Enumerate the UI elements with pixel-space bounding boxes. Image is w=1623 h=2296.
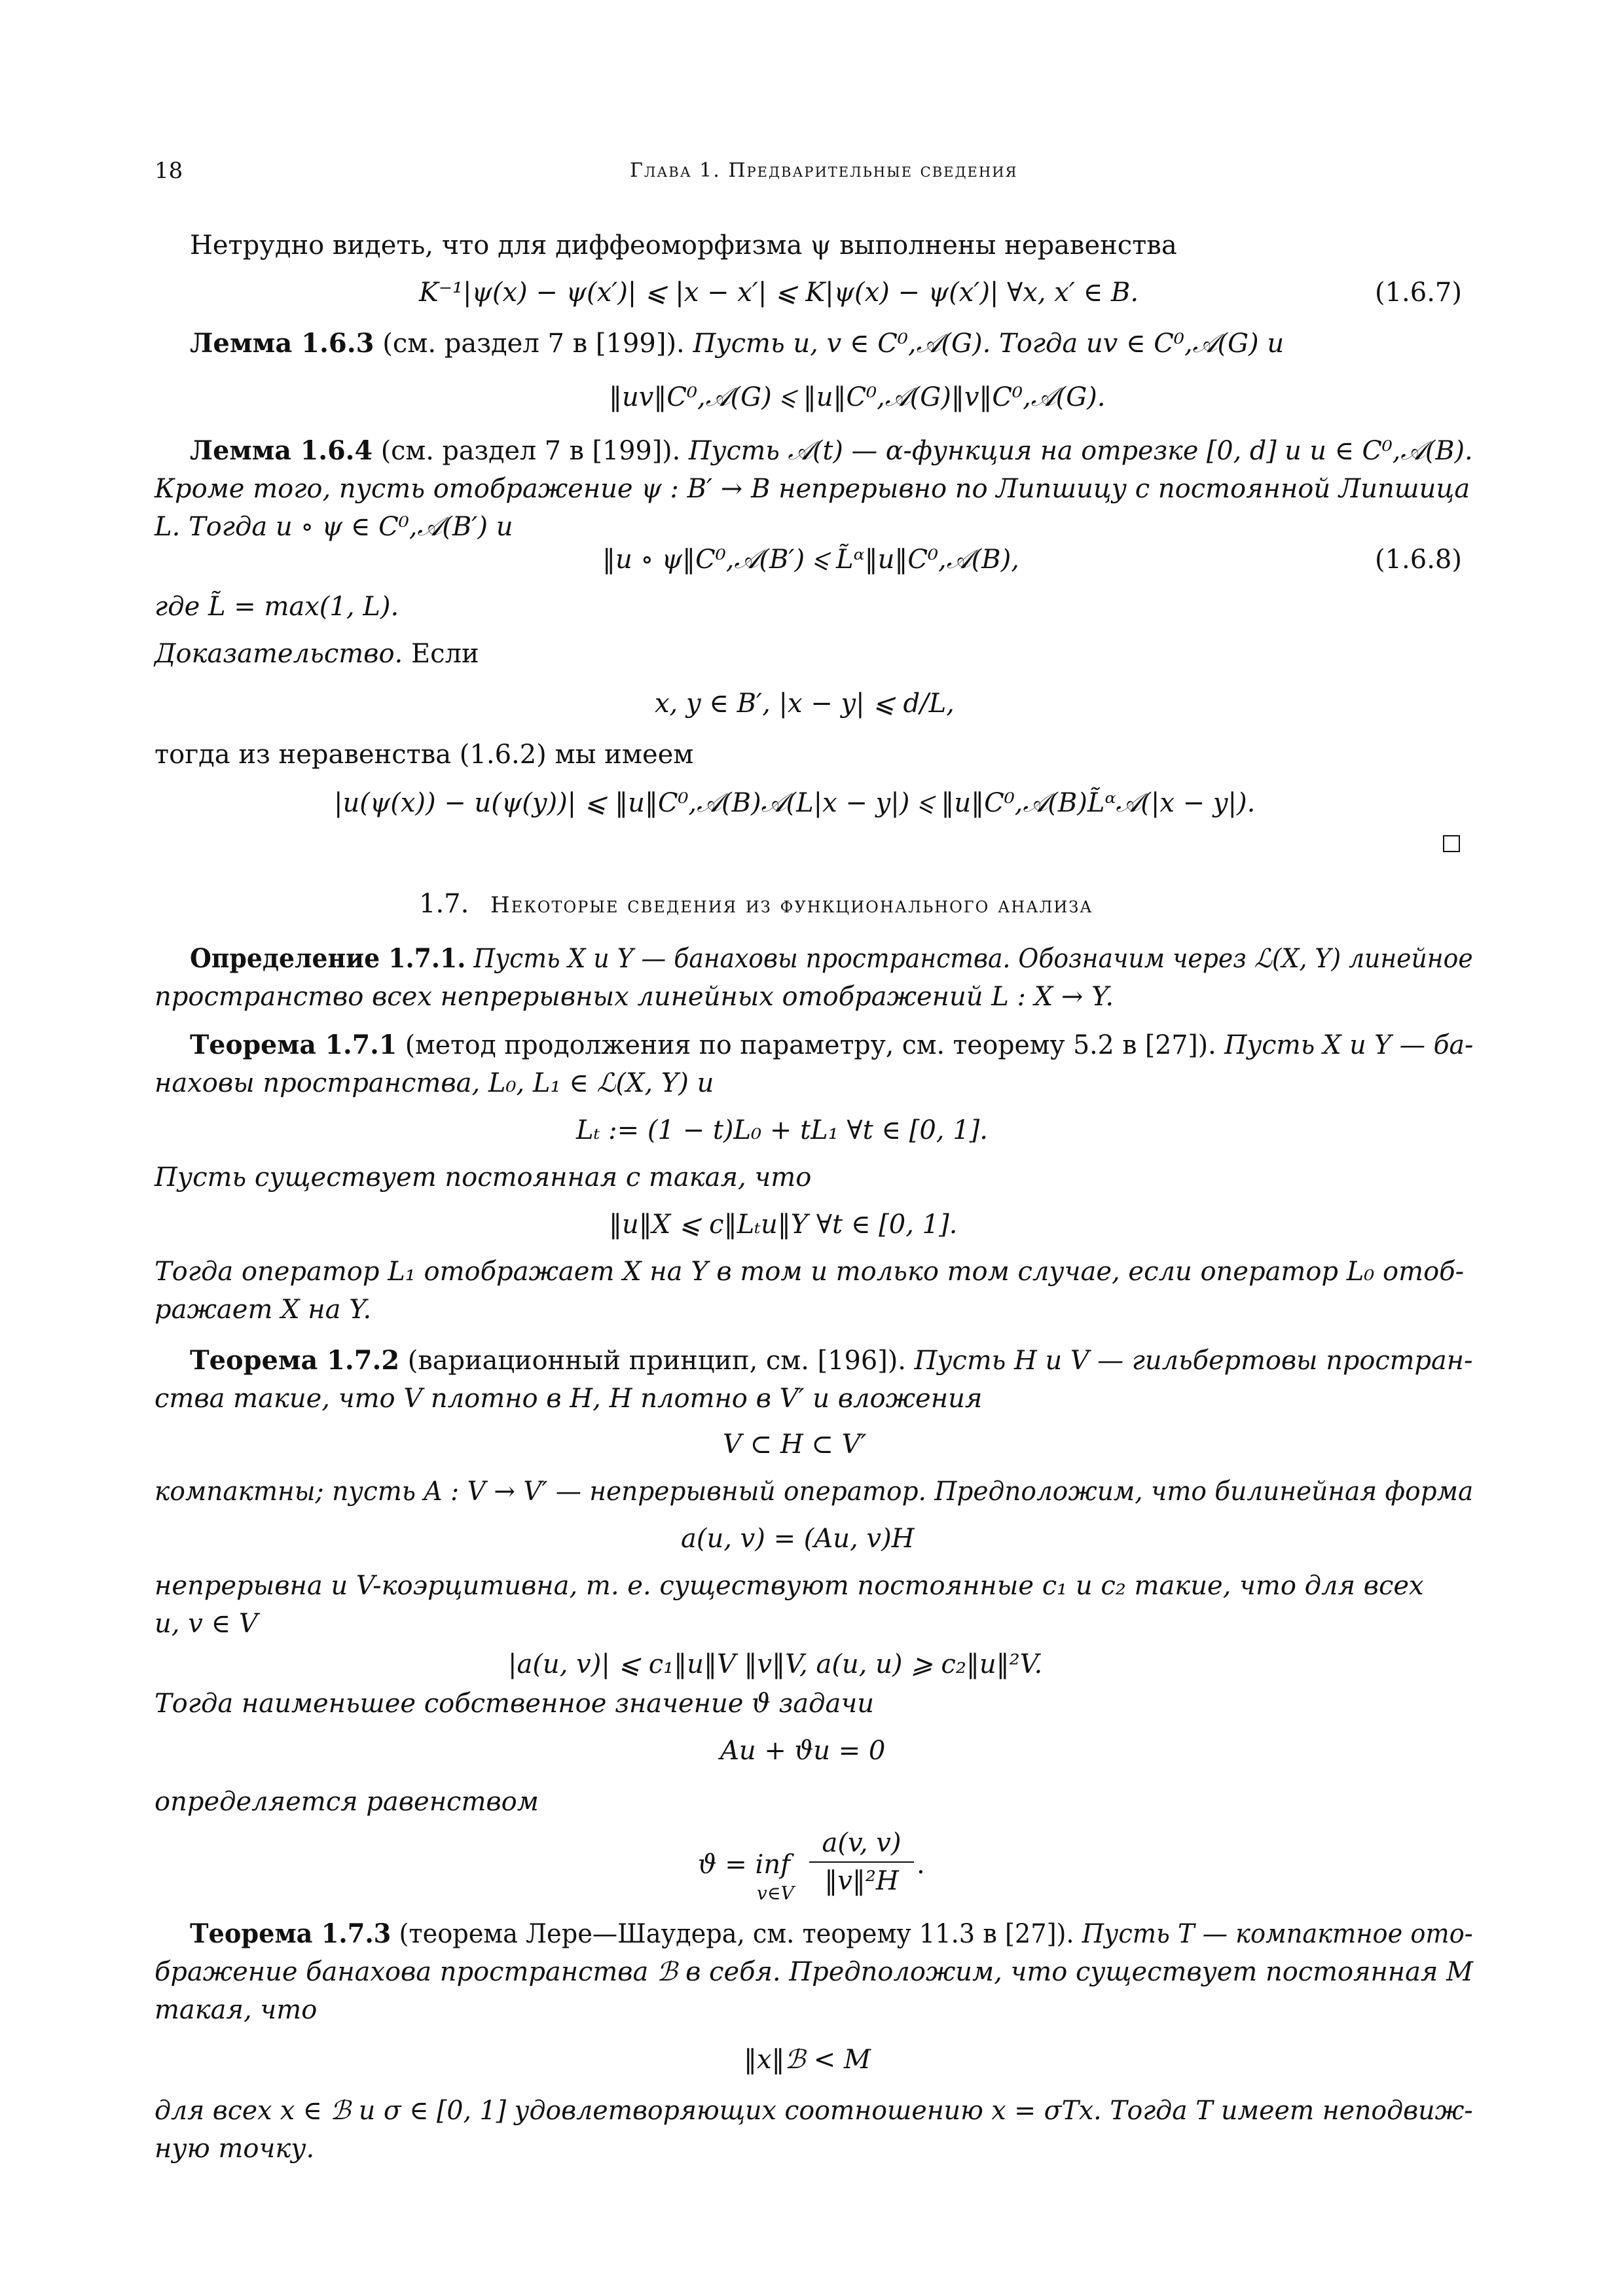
- fraction-denominator: ‖v‖²H: [824, 1866, 899, 1896]
- theorem-1-7-3-line2: бражение банахова пространства ℬ в себя. Предположим, что существует постоянная M: [155, 1957, 1473, 1987]
- equation-number-1-6-8: (1.6.8): [1375, 545, 1462, 575]
- fraction-numerator: a(v, v): [822, 1828, 902, 1858]
- lemma-statement: Пусть u, v ∈ C⁰,𝒜(G). Тогда uv ∈ C⁰,𝒜(G) и: [693, 329, 1285, 359]
- section-number: 1.7.: [419, 889, 469, 919]
- section-title: Некоторые сведения из функционального анализа: [490, 892, 1093, 918]
- theorem-1-7-2-formula5: [698, 1826, 934, 1911]
- theorem-1-7-1: [190, 1026, 1473, 1064]
- lemma-1-6-4-where: где L̃ = max(1, L).: [155, 592, 399, 622]
- proof-result-formula: |u(ψ(x)) − u(ψ(y))| ⩽ ‖u‖C⁰,𝒜(B)𝒜(L|x − y|) ⩽ ‖u‖C⁰,𝒜(B)L̃ᵅ𝒜(|x − y|).: [334, 788, 1256, 818]
- theta-inf-lhs: ϑ = inf: [698, 1850, 790, 1880]
- theorem-1-7-1-line2: наховы пространства, L₀, L₁ ∈ ℒ(X, Y) и: [155, 1068, 714, 1098]
- page-number: 18: [155, 158, 183, 184]
- theorem-1-7-1-formula2: ‖u‖X ⩽ c‖Lₜu‖Y ∀t ∈ [0, 1].: [609, 1210, 958, 1240]
- theorem-line: Пусть H и V — гильбертовы простран-: [914, 1346, 1473, 1376]
- theorem-1-7-2-formula1: V ⊂ H ⊂ V′: [723, 1429, 867, 1460]
- equation-1-6-7: K⁻¹|ψ(x) − ψ(x′)| ⩽ |x − x′| ⩽ K|ψ(x) − ψ(x′)| ∀x, x′ ∈ B.: [419, 278, 1139, 308]
- theorem-1-7-2-line3: компактны; пусть A : V → V′ — непрерывный оператор. Предположим, что билинейная форма: [155, 1477, 1474, 1507]
- lemma-source: (см. раздел 7 в [199]).: [380, 436, 681, 466]
- theorem-1-7-2: [190, 1342, 1472, 1380]
- theorem-1-7-1-line5: ражает X на Y.: [155, 1295, 372, 1325]
- lemma-1-6-3-formula: ‖uv‖C⁰,𝒜(G) ⩽ ‖u‖C⁰,𝒜(G)‖v‖C⁰,𝒜(G).: [609, 382, 1106, 412]
- definition-label: Определение 1.7.1.: [190, 943, 466, 974]
- lemma-1-6-4-line3: L. Тогда u ∘ ψ ∈ C⁰,𝒜(B′) и: [155, 512, 513, 542]
- theorem-1-7-1-line4: Тогда оператор L₁ отображает X на Y в том и только том случае, если оператор L₀ отоб-: [155, 1257, 1465, 1287]
- theorem-1-7-2-line2: ства такие, что V плотно в H, H плотно в V′ и вложения: [155, 1384, 983, 1414]
- theorem-1-7-2-line7: определяется равенством: [155, 1787, 539, 1817]
- theorem-1-7-2-formula4: Au + ϑu = 0: [720, 1736, 886, 1766]
- fraction-bar: [809, 1861, 914, 1863]
- equation-1-6-8: ‖u ∘ ψ‖C⁰,𝒜(B′) ⩽ L̃ᵅ‖u‖C⁰,𝒜(B),: [602, 545, 1019, 575]
- proof-text: Если: [410, 639, 479, 669]
- proof-condition-formula: x, y ∈ B′, |x − y| ⩽ d/L,: [655, 689, 955, 719]
- lemma-source: (см. раздел 7 в [199]).: [382, 329, 685, 359]
- theorem-label: Теорема 1.7.2: [190, 1345, 400, 1376]
- definition-1-7-1-line2: пространство всех непрерывных линейных отображений L : X → Y.: [155, 982, 1114, 1012]
- lemma-label: Лемма 1.6.4: [190, 435, 373, 466]
- theta-fraction: [809, 1826, 914, 1898]
- definition-1-7-1: [190, 940, 1473, 978]
- theorem-1-7-2-line4: непрерывна и V-коэрцитивна, т. е. существуют постоянные c₁ и c₂ такие, что для всех: [155, 1571, 1424, 1601]
- paragraph-intro: Нетрудно видеть, что для диффеоморфизма ψ выполнены неравенства: [190, 230, 1177, 260]
- definition-line: Пусть X и Y — банаховы пространства. Обозначим через ℒ(X, Y) линейное: [473, 944, 1473, 974]
- qed-symbol: [1443, 835, 1460, 852]
- theorem-1-7-3-line3: такая, что: [155, 1995, 318, 2025]
- theorem-source: (вариационный принцип, см. [196]).: [407, 1346, 906, 1376]
- lemma-line: Пусть 𝒜(t) — α-функция на отрезке [0, d] и u ∈ C⁰,𝒜(B).: [688, 436, 1473, 466]
- lemma-1-6-3: [190, 325, 1284, 363]
- section-heading: [419, 885, 1093, 924]
- theorem-line: Пусть X и Y — ба-: [1224, 1030, 1474, 1060]
- proof-label: Доказательство.: [155, 639, 403, 669]
- theorem-1-7-2-line5: u, v ∈ V: [155, 1609, 258, 1639]
- theorem-line: Пусть T — компактное ото-: [1082, 1919, 1473, 1949]
- lemma-1-6-4-line2: Кроме того, пусть отображение ψ : B′ → B непрерывно по Липшицу с постоянной Липшица: [155, 474, 1470, 504]
- theorem-1-7-2-formula2: a(u, v) = (Au, v)H: [681, 1524, 915, 1554]
- theorem-1-7-1-formula1: Lₜ := (1 − t)L₀ + tL₁ ∀t ∈ [0, 1].: [576, 1115, 988, 1145]
- fraction-period: .: [917, 1850, 925, 1880]
- proof: [155, 635, 479, 673]
- theorem-source: (теорема Лере—Шаудера, см. теорему 11.3 в [27]).: [399, 1919, 1074, 1949]
- lemma-1-6-4: [190, 432, 1473, 470]
- theorem-1-7-3-formula: ‖x‖ℬ < M: [744, 2045, 871, 2075]
- theorem-1-7-2-formula3: |a(u, v)| ⩽ c₁‖u‖V ‖v‖V, a(u, u) ⩾ c₂‖u‖²V.: [508, 1649, 1043, 1679]
- theorem-1-7-3-line4: для всех x ∈ ℬ и σ ∈ [0, 1] удовлетворяющих соотношению x = σTx. Тогда T имеет неподвиж-: [155, 2096, 1473, 2126]
- theta-inf-subscript: v∈V: [757, 1882, 794, 1904]
- theorem-1-7-2-line6: Тогда наименьшее собственное значение ϑ задачи: [155, 1689, 874, 1719]
- equation-number-1-6-7: (1.6.7): [1375, 278, 1462, 308]
- lemma-label: Лемма 1.6.3: [190, 328, 374, 359]
- theorem-label: Теорема 1.7.1: [190, 1030, 397, 1060]
- theorem-source: (метод продолжения по параметру, см. теорему 5.2 в [27]).: [405, 1030, 1216, 1060]
- theorem-1-7-3: [190, 1915, 1473, 1953]
- theorem-1-7-3-line5: ную точку.: [155, 2134, 315, 2164]
- theorem-1-7-1-line3: Пусть существует постоянная c такая, что: [155, 1162, 812, 1193]
- theorem-label: Теорема 1.7.3: [190, 1918, 392, 1949]
- running-title: Глава 1. Предварительные сведения: [630, 159, 1018, 182]
- proof-then-text: тогда из неравенства (1.6.2) мы имеем: [155, 740, 694, 770]
